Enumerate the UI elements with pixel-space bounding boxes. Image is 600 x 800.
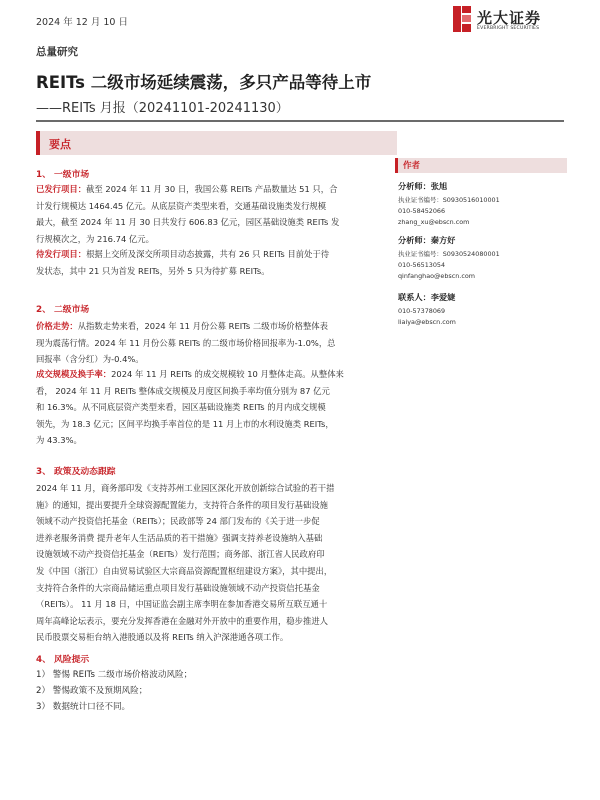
text-line: 施》的通知，提出要提升全球资源配置能力，支持符合条件的项目发行基础设施 <box>36 499 329 510</box>
text-line: 看， 2024 年 11 月 REITs 整体成交规模及月度区间换手率均值分别为 87 亿元 <box>36 385 330 396</box>
risk-item: 3） 数据统计口径不同。 <box>36 702 131 712</box>
text-line: 领先，为 18.3 亿元；区间平均换手率首位的是 11 月上市的水利设施类 REITs， <box>36 418 334 429</box>
logo-text-cn: 光大证券 <box>477 9 542 27</box>
analyst-name: 分析师：张旭 <box>398 181 448 191</box>
report-title: REITs 二级市场延续震荡，多只产品等待上市 <box>36 73 372 92</box>
text-line: 和 16.3%。从不同底层资产类型来看，园区基础设施类 REITs 的月内成交规模 <box>36 402 326 413</box>
analyst-cert: 执业证书编号：S0930516010001 <box>398 196 500 204</box>
paragraph-pending-projects <box>36 246 393 279</box>
analyst-card <box>398 235 500 282</box>
contact-email[interactable]: liaiya@ebscn.com <box>398 318 456 326</box>
title-divider <box>36 120 564 122</box>
analyst-phone: 010-58452066 <box>398 207 446 215</box>
label-price-trend: 价格走势： <box>36 321 78 331</box>
section-heading-risk: 4、 风险提示 <box>36 655 90 665</box>
authors-header <box>395 158 567 173</box>
text-line: 计发行规模达 1464.45 亿元。从底层资产类型来看，交通基础设施类发行规模 <box>36 200 327 211</box>
analyst-email[interactable]: zhang_xu@ebscn.com <box>398 218 470 226</box>
contact-card <box>398 292 456 328</box>
text-line: 回报率（含分红）为-0.4%。 <box>36 354 144 365</box>
report-category: 总量研究 <box>36 46 78 58</box>
text-line: 发状态，其中 21 只为首发 REITs，另外 5 只为待扩募 REITs。 <box>36 265 270 276</box>
text-line: 2024 年 11 月，商务部印发《支持苏州工业园区深化开放创新综合试验的若干措 <box>36 483 335 493</box>
text-line: 领域不动产投资信托基金（REITs）；民政部等 24 部门发布的《关于进一步促 <box>36 516 320 527</box>
risk-item: 1） 警惕 REITs 二级市场价格波动风险； <box>36 670 193 680</box>
text-line: 支持符合条件的大宗商品储运重点项目发行基础设施领域不动产投资信托基金 <box>36 582 320 593</box>
text-line: 设施领域不动产投资信托基金（REITs）发行范围；商务部、浙江省人民政府印 <box>36 549 325 560</box>
company-logo <box>453 6 573 36</box>
analyst-phone: 010-56513054 <box>398 261 446 269</box>
paragraph-volume-turnover <box>36 366 393 449</box>
text-line: 最大，截至 2024 年 11 月 30 日共发行 606.83 亿元，园区基础设施类 REITs 发 <box>36 217 340 228</box>
section-heading-policy-tracking: 3、 政策及动态跟踪 <box>36 467 116 477</box>
label-issued-projects: 已发行项目： <box>36 184 87 194</box>
text-line: 为 43.3%。 <box>36 435 82 446</box>
text-line: 2024 年 11 月 REITs 的成交规模较 10 月整体走高。从整体来 <box>111 369 344 379</box>
text-line: 民币股票交易柜台纳入港股通以及将 REITs 纳入沪深港通各项工作。 <box>36 632 289 643</box>
paragraph-policy <box>36 480 393 646</box>
contact-name: 联系人：李爱婕 <box>398 292 456 302</box>
everbright-logo-icon <box>453 6 471 32</box>
paragraph-price-trend <box>36 318 393 368</box>
risk-item: 2） 警惕政策不及预期风险； <box>36 686 148 696</box>
text-line: 行规模次之，为 216.74 亿元。 <box>36 233 154 244</box>
analyst-cert: 执业证书编号：S0930524080001 <box>398 250 500 258</box>
report-date: 2024 年 12 月 10 日 <box>36 17 128 28</box>
authors-label: 作者 <box>403 161 421 171</box>
label-volume-turnover: 成交规模及换手率： <box>36 369 112 379</box>
text-line: 周年高峰论坛表示，要充分发挥香港在金融对外开放中的重要作用，稳步推进人 <box>36 615 329 626</box>
text-line: 现为震荡行情。2024 年 11 月份公募 REITs 的二级市场价格回报率为-1.0%，总 <box>36 337 336 348</box>
text-line: 从指数走势来看，2024 年 11 月份公募 REITs 二级市场价格整体表 <box>77 321 328 331</box>
analyst-email[interactable]: qinfanghao@ebscn.com <box>398 272 475 280</box>
section-heading-secondary-market: 2、 二级市场 <box>36 305 90 315</box>
analyst-card <box>398 181 500 228</box>
text-line: 根据上交所及深交所项目动态披露，共有 26 只 REITs 目前处于待 <box>86 249 330 259</box>
logo-text-en: EVERBRIGHT SECURITIES <box>477 26 540 31</box>
text-line: （REITs）。 11 月 18 日，中国证监会副主席李明在参加香港交易所互联互通十 <box>36 599 328 610</box>
text-line: 截至 2024 年 11 月 30 日，我国公募 REITs 产品数量达 51 只，合 <box>86 184 338 194</box>
report-subtitle: ——REITs 月报（20241101-20241130） <box>36 101 289 116</box>
analyst-name: 分析师：秦方好 <box>398 235 456 245</box>
key-points-label: 要点 <box>49 138 71 151</box>
contact-phone: 010-57378069 <box>398 307 446 315</box>
paragraph-issued-projects <box>36 181 393 247</box>
section-heading-primary-market: 1、 一级市场 <box>36 170 90 180</box>
text-line: 进养老服务消费 提升老年人生活品质的若干措施》强调支持养老设施纳入基础 <box>36 532 323 543</box>
text-line: 发《中国（浙江）自由贸易试验区大宗商品资源配置枢纽建设方案》，其中提出， <box>36 565 333 576</box>
key-points-header <box>36 131 397 155</box>
label-pending-projects: 待发行项目： <box>36 249 87 259</box>
